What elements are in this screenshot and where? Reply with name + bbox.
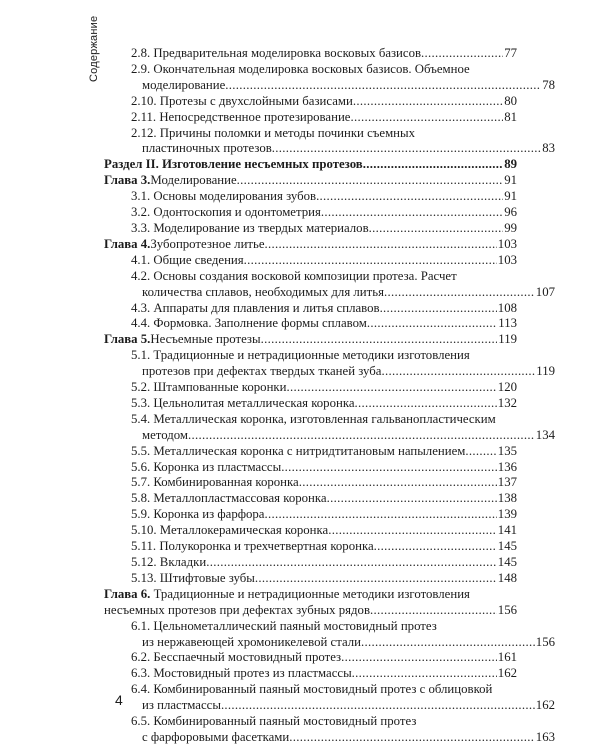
toc-entry[interactable] [104, 94, 517, 110]
toc-entry-title: 5.13. Штифтовые зубы [131, 570, 255, 585]
toc-entry[interactable] [104, 268, 555, 301]
toc-entry-title: 3.1. Основы моделирования зубов [131, 189, 317, 204]
toc-entry[interactable] [104, 221, 517, 237]
toc-page-number: 78 [542, 77, 555, 92]
toc-entry[interactable] [104, 348, 555, 380]
toc-entry[interactable] [104, 444, 517, 460]
toc-entry-title: 6.5. Комбинированный паяный мостовидный протез [131, 714, 417, 729]
toc-page-number: 89 [504, 157, 517, 172]
toc-page-number: 91 [504, 173, 517, 188]
toc-entry-title-continued: моделирование [142, 77, 226, 92]
toc-page-number: 96 [504, 205, 517, 220]
toc-entry[interactable] [104, 125, 555, 158]
toc-entry[interactable] [104, 61, 555, 94]
page-number: 4 [115, 692, 123, 708]
toc-page-number: 83 [542, 141, 555, 156]
toc-entry-title: 6.4. Комбинированный паяный мостовидный протез с облицовкой [131, 682, 493, 697]
toc-leader-dots [355, 396, 497, 412]
toc-leader-dots [465, 444, 496, 460]
toc-page-number: 108 [497, 300, 517, 315]
toc-leader-dots [221, 698, 535, 714]
toc-entry-title: 5.11. Полукоронка и трехчетвертная коронка [131, 539, 374, 554]
toc-page-number: 156 [497, 602, 517, 617]
toc-entry-title: 6.2. Бесспаечный мостовидный протез [131, 650, 342, 665]
toc-entry[interactable] [104, 666, 517, 682]
toc-entry-title: 3.2. Одонтоскопия и одонтометрия [131, 205, 321, 220]
toc-entry-title-continued: из пластмассы [142, 698, 221, 713]
toc-leader-dots [353, 94, 503, 110]
toc-entry[interactable] [104, 316, 517, 332]
toc-page-number: 162 [497, 666, 517, 681]
toc-leader-dots [369, 221, 504, 237]
toc-page-number: 120 [497, 380, 517, 395]
toc-entry[interactable] [104, 332, 517, 348]
toc-page-number: 136 [497, 459, 517, 474]
toc-page-number: 91 [504, 189, 517, 204]
toc-leader-dots [380, 301, 497, 317]
toc-entry-title: 4.2. Основы создания восковой композиции протеза. Расчет [131, 268, 457, 283]
toc-entry[interactable] [104, 507, 517, 523]
toc-entry[interactable] [104, 253, 517, 269]
toc-entry-title: 5.3. Цельнолитая металлическая коронка [131, 395, 355, 410]
toc-leader-dots [341, 650, 497, 666]
toc-page-number: 80 [504, 93, 517, 108]
toc-entry-title: 5.5. Металлическая коронка с нитридтитановым напылением [131, 443, 466, 458]
toc-page-number: 135 [497, 443, 517, 458]
toc-entry-title-continued: несъемных протезов при дефектах зубных рядов [104, 602, 370, 617]
toc-entry-title: 2.12. Причины поломки и методы починки съемных [131, 125, 416, 140]
toc-page-number: 103 [497, 236, 517, 251]
toc-page-number: 119 [498, 332, 517, 347]
toc-page-number: 113 [498, 316, 517, 331]
toc-page-number: 132 [497, 395, 517, 410]
toc-page-number: 139 [497, 507, 517, 522]
toc-entry-title: 4.3. Аппараты для плавления и литья сплавов [131, 300, 380, 315]
toc-entry-title: 2.9. Окончательная моделировка восковых базисов. Объемное [131, 61, 470, 76]
toc-leader-dots [361, 635, 535, 651]
toc-page-number: 145 [497, 539, 517, 554]
toc-leader-dots [255, 571, 497, 587]
toc-leader-dots [225, 78, 541, 94]
toc-entry-title: 6.1. Цельнометаллический паяный мостовидный протез [131, 618, 437, 633]
toc-chapter-label: Глава 6. [104, 586, 151, 601]
toc-entry-title: 5.1. Традиционные и нетрадиционные методики изготовления [131, 348, 470, 363]
toc-leader-dots [244, 253, 497, 269]
toc-entry[interactable] [104, 523, 517, 539]
toc-entry-title: 4.1. Общие сведения [131, 252, 244, 267]
toc-leader-dots [321, 205, 503, 221]
toc-leader-dots [272, 141, 541, 157]
toc-leader-dots [289, 730, 535, 746]
toc-entry[interactable] [104, 46, 517, 62]
toc-entry[interactable] [104, 157, 517, 173]
toc-entry-title: 3.3. Моделирование из твердых материалов [131, 220, 369, 235]
toc-entry[interactable] [104, 539, 517, 555]
toc-leader-dots [206, 555, 497, 571]
toc-entry-title: 5.8. Металлопластмассовая коронка [131, 491, 327, 506]
toc-leader-dots [265, 237, 497, 253]
toc-entry[interactable] [104, 396, 517, 412]
toc-leader-dots [367, 316, 497, 332]
toc-entry-title-continued: с фарфоровыми фасетками [142, 729, 290, 744]
toc-entry[interactable] [104, 237, 517, 253]
toc-entry-title: Раздел II. Изготовление несъемных протезов [104, 157, 363, 172]
toc-leader-dots [328, 523, 497, 539]
toc-entry-title: 2.10. Протезы с двухслойными базисами [131, 93, 353, 108]
toc-entry[interactable] [104, 571, 517, 587]
toc-entry[interactable] [104, 650, 517, 666]
toc-entry[interactable] [104, 714, 555, 746]
toc-leader-dots [264, 507, 496, 523]
toc-entry-title: 5.6. Коронка из пластмассы [131, 459, 282, 474]
toc-page-number: 141 [497, 523, 517, 538]
toc-entry-title: 2.8. Предварительная моделировка восковых базисов [131, 46, 422, 60]
toc-entry-title-continued: методом [142, 427, 188, 442]
toc-leader-dots [370, 603, 497, 619]
toc-entry[interactable] [104, 173, 517, 189]
toc-leader-dots [384, 285, 535, 301]
section-side-label: Содержание [88, 15, 100, 82]
toc-page-number: 145 [497, 555, 517, 569]
toc-page-number: 81 [504, 109, 517, 124]
toc-entry[interactable] [104, 475, 517, 491]
toc-entry-title: 5.2. Штампованные коронки [131, 380, 287, 395]
toc-entry[interactable] [104, 460, 517, 476]
toc-chapter-label: Глава 5. [104, 332, 151, 347]
toc-entry-title-continued: количества сплавов, необходимых для литья [142, 284, 384, 299]
toc-entry-title-continued: пластиночных протезов [142, 141, 272, 156]
toc-entry[interactable] [104, 205, 517, 221]
toc-page-number: 103 [497, 252, 517, 267]
toc-leader-dots [281, 460, 497, 476]
toc-entry[interactable] [104, 587, 517, 619]
toc-entry-title: 5.4. Металлическая коронка, изготовленная гальванопластическим [131, 411, 496, 426]
toc-leader-dots [299, 475, 497, 491]
toc-page-number: 77 [504, 46, 517, 60]
toc-entry[interactable] [104, 618, 555, 651]
toc-leader-dots [188, 428, 535, 444]
toc-entry[interactable] [104, 555, 517, 571]
toc-entry-title: 5.10. Металлокерамическая коронка [131, 523, 329, 538]
toc-chapter-label: Глава 4. [104, 236, 151, 251]
toc-leader-dots [381, 364, 535, 380]
toc-leader-dots [327, 491, 497, 507]
toc-page-number: 107 [535, 284, 555, 299]
toc-leader-dots [316, 189, 503, 205]
toc-entry-title: Традиционные и нетрадиционные методики изготовления [153, 586, 470, 601]
toc-page-number: 137 [497, 475, 517, 490]
toc-chapter-label: Глава 3. [104, 173, 151, 188]
toc-entry-title-continued: из нержавеющей хромоникелевой стали [142, 634, 361, 649]
toc-entry-title: 5.12. Вкладки [131, 555, 207, 569]
toc-entry[interactable] [104, 491, 517, 507]
toc-page-number: 148 [497, 570, 517, 585]
toc-entry-title-continued: протезов при дефектах твердых тканей зуба [142, 364, 382, 379]
toc-entry[interactable] [104, 411, 555, 444]
toc-leader-dots [261, 332, 498, 348]
toc-entry-title: Моделирование [150, 173, 237, 188]
toc-entry-title: 5.9. Коронка из фарфора [131, 507, 265, 522]
toc-page-number: 138 [497, 491, 517, 506]
toc-page-number: 163 [535, 729, 555, 744]
toc-page-number: 119 [536, 364, 555, 379]
toc-page-number: 162 [535, 698, 555, 713]
toc-entry[interactable] [104, 380, 517, 396]
toc-leader-dots [286, 380, 496, 396]
toc-leader-dots [363, 157, 503, 173]
toc-entry-title: 5.7. Комбинированная коронка [131, 475, 299, 490]
toc-leader-dots [421, 46, 503, 62]
toc-leader-dots [237, 173, 504, 189]
toc-leader-dots [352, 666, 497, 682]
toc-entry-title: 2.11. Непосредственное протезирование [131, 109, 351, 124]
toc-entry-title: Зубопротезное литье [150, 236, 265, 251]
toc-entry[interactable] [104, 189, 517, 205]
toc-entry-title: 4.4. Формовка. Заполнение формы сплавом [131, 316, 367, 331]
toc-entry-title: 6.3. Мостовидный протез из пластмассы [131, 666, 352, 681]
toc-entry-title: Несъемные протезы [150, 332, 261, 347]
toc-leader-dots [351, 110, 504, 126]
toc-page-number: 99 [504, 220, 517, 235]
toc-entry[interactable] [104, 110, 517, 126]
toc-page-number: 134 [535, 427, 555, 442]
table-of-contents [104, 46, 555, 746]
toc-page-number: 156 [535, 634, 555, 649]
toc-entry[interactable] [104, 682, 555, 714]
toc-leader-dots [374, 539, 497, 555]
toc-page-number: 161 [497, 650, 517, 665]
toc-entry[interactable] [104, 301, 517, 317]
